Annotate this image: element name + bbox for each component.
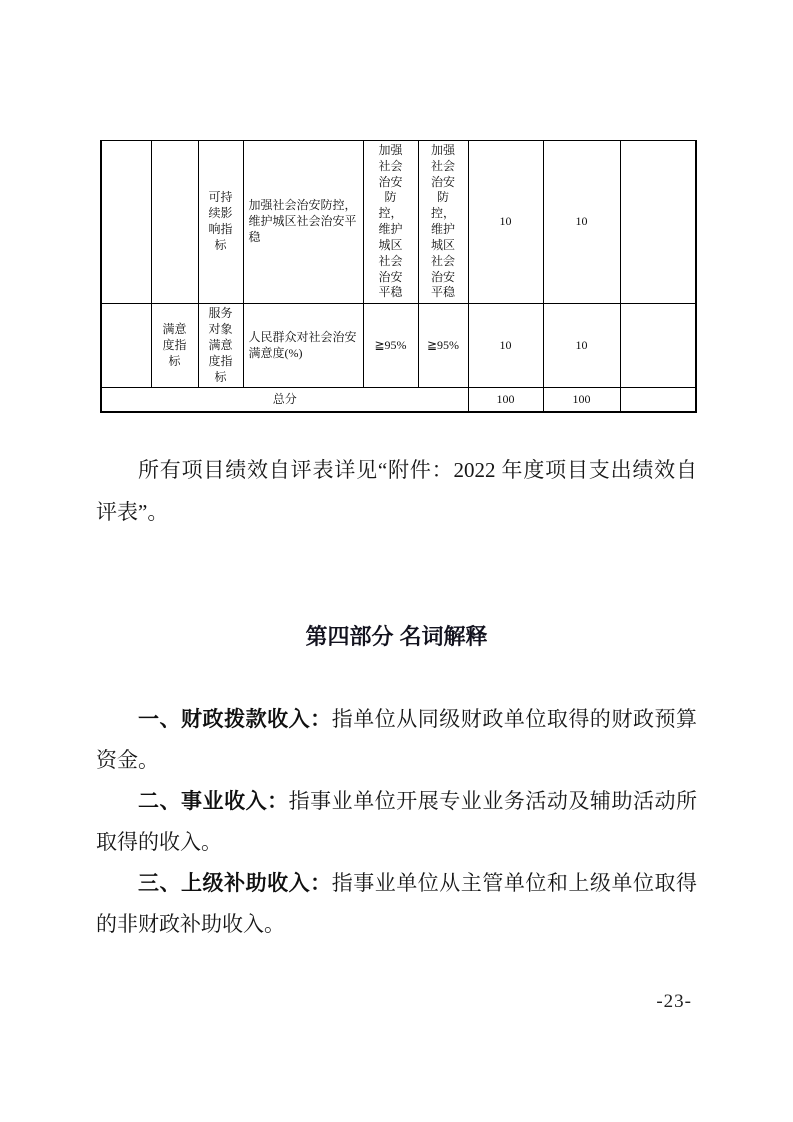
table-cell-indicator-category: 可持续影响指标 xyxy=(198,141,243,304)
table-cell-indicator-group: 满意度指标 xyxy=(151,304,198,388)
table-cell-target-value: ≧95% xyxy=(363,304,418,388)
term-definition: 指事业单位开展专业业务活动及辅助活动所取得的收入。 xyxy=(96,789,697,854)
term-definition: 指事业单位从主管单位和上级单位取得的非财政补助收入。 xyxy=(96,871,698,936)
term-lead: 一、财政拨款收入： xyxy=(138,708,332,731)
table-cell-actual-value: 加强社会治安防控，维护城区社会治安平稳 xyxy=(418,141,468,304)
table-cell-empty xyxy=(101,304,151,388)
table-cell-total-label: 总分 xyxy=(101,388,468,412)
table-cell-weight: 10 xyxy=(468,141,543,304)
table-cell-score: 10 xyxy=(543,141,620,304)
table-cell-indicator-category: 服务对象满意度指标 xyxy=(198,304,243,388)
intro-paragraph: 所有项目绩效自评表详见“附件：2022 年度项目支出绩效自评表”。 xyxy=(96,458,697,524)
table-cell-score: 10 xyxy=(543,304,620,388)
page-number: -23- xyxy=(656,991,692,1012)
table-cell-total-weight: 100 xyxy=(468,388,543,412)
table-cell-empty xyxy=(620,141,696,304)
table-cell-indicator-name: 人民群众对社会治安满意度(%) xyxy=(243,304,363,388)
section-heading: 第四部分 名词解释 xyxy=(305,624,488,649)
table-row-total xyxy=(101,388,696,412)
performance-score-table xyxy=(100,140,697,413)
table-cell-empty xyxy=(620,304,696,388)
table-cell-empty xyxy=(101,141,151,304)
table-cell-empty xyxy=(620,388,696,412)
term-lead: 三、上级补助收入： xyxy=(138,872,332,895)
table-cell-weight: 10 xyxy=(468,304,543,388)
table-cell-actual-value: ≧95% xyxy=(418,304,468,388)
term-lead: 二、事业收入： xyxy=(138,790,289,813)
term-item-superior-subsidy-income xyxy=(96,863,697,945)
term-definition: 指单位从同级财政单位取得的财政预算资金。 xyxy=(96,707,698,772)
terms-list xyxy=(96,699,697,945)
table-cell-indicator-name: 加强社会治安防控，维护城区社会治安平稳 xyxy=(243,141,363,304)
table-cell-total-score: 100 xyxy=(543,388,620,412)
term-item-fiscal-appropriation-income xyxy=(96,699,697,781)
term-item-operating-income xyxy=(96,781,697,863)
table-row-satisfaction xyxy=(101,304,696,388)
table-row-sustainable-impact xyxy=(101,141,696,304)
table-cell-empty xyxy=(151,141,198,304)
table-cell-target-value: 加强社会治安防控，维护城区社会治安平稳 xyxy=(363,141,418,304)
